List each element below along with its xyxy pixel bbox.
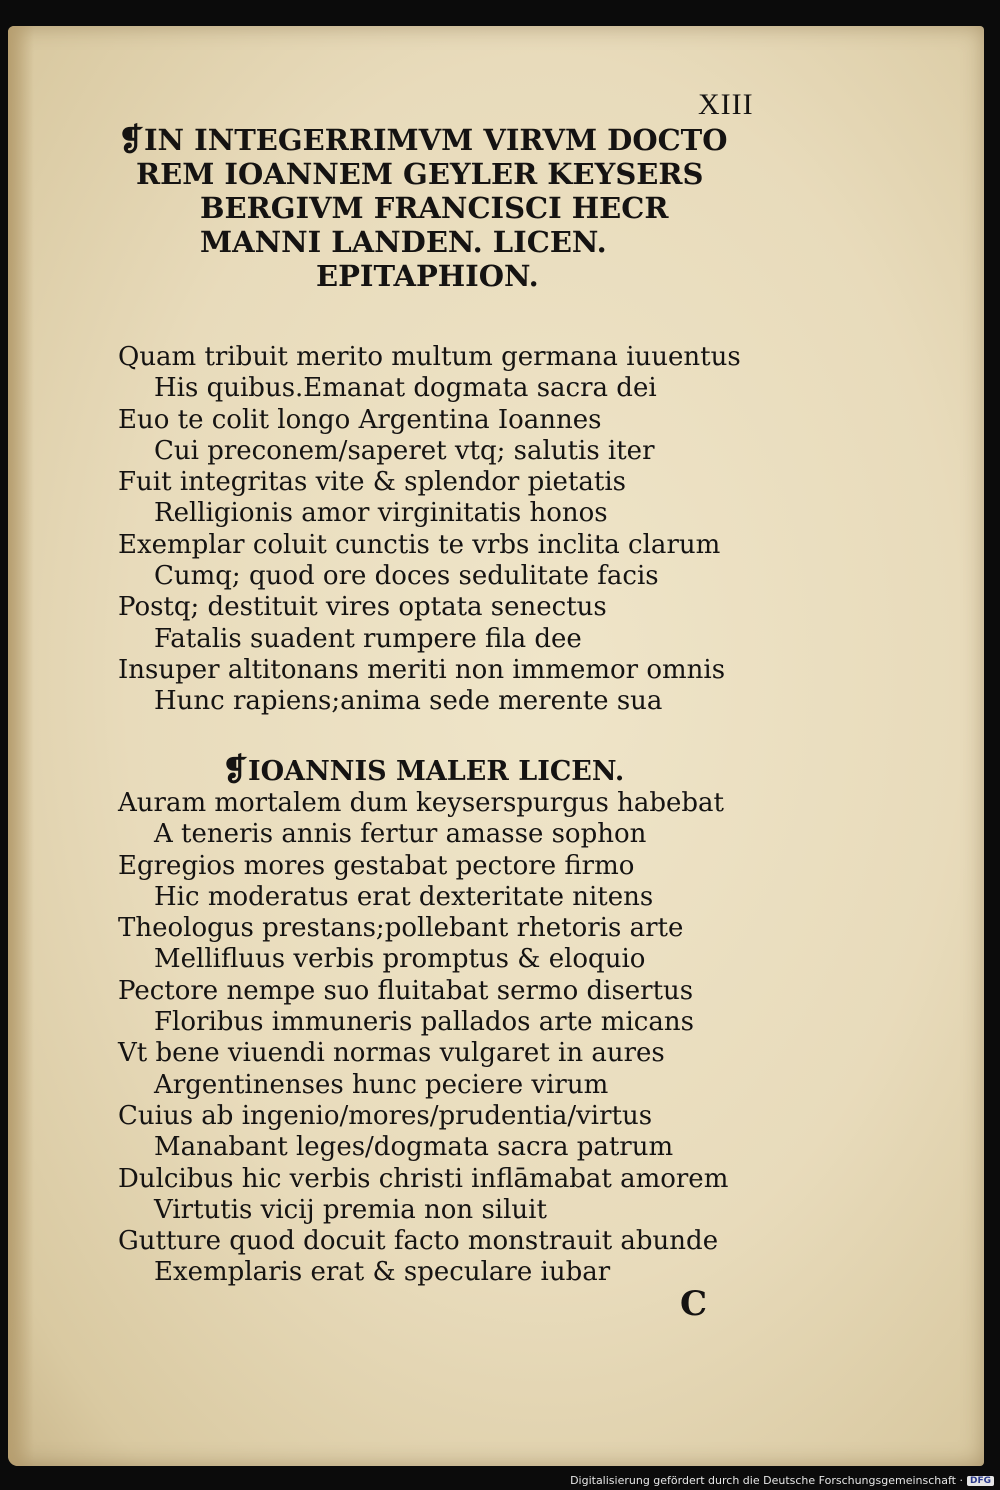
verse-line: Manabant leges/dogmata sacra patrum: [154, 1132, 674, 1163]
verse-line: Exemplar coluit cunctis te vrbs inclita clarum: [118, 529, 721, 560]
verse-line: Egregios mores gestabat pectore firmo: [118, 850, 635, 881]
paragraph-mark-icon: ❡: [118, 122, 144, 158]
verse-line: Insuper altitonans meriti non immemor omnis: [118, 654, 726, 685]
heading-line: BERGIVM FRANCISCI HECR: [200, 191, 669, 225]
verse-line: Dulcibus hic verbis christi inflāmabat amorem: [118, 1163, 729, 1194]
heading-line: [118, 123, 798, 157]
verse-line: Relligionis amor virginitatis honos: [154, 498, 608, 529]
heading-line: MANNI LANDEN. LICEN.: [200, 225, 607, 259]
verse-line: Quam tribuit merito multum germana iuuentus: [118, 342, 741, 372]
verse-line: Argentinenses hunc peciere virum: [154, 1069, 609, 1100]
heading-line-text: IN INTEGERRIMVM VIRVM DOCTO: [143, 123, 728, 157]
verse-line: Cuius ab ingenio/mores/prudentia/virtus: [118, 1100, 653, 1131]
signature-mark: C: [680, 1284, 708, 1324]
folio-number: XIII: [698, 88, 754, 121]
verse-line: Postq; destituit vires optata senectus: [118, 592, 607, 623]
credit-text: Digitalisierung gefördert durch die Deutsche Forschungsgemeinschaft ·: [570, 1474, 963, 1487]
heading-line: EPITAPHION.: [316, 259, 539, 293]
subheading-text: IOANNIS MALER LICEN.: [247, 756, 625, 787]
verse-line: Auram mortalem dum keyserspurgus habebat: [118, 788, 724, 818]
verse-line: Theologus prestans;pollebant rhetoris arte: [118, 913, 684, 944]
paragraph-mark-icon: ❡: [222, 752, 248, 788]
verse-line: Hic moderatus erat dexteritate nitens: [154, 881, 654, 912]
verse-line: Pectore nempe suo fluitabat sermo disertus: [118, 975, 694, 1006]
second-epitaph-poem: [118, 788, 758, 1289]
verse-line: Vt bene viuendi normas vulgaret in aures: [118, 1038, 665, 1069]
verse-line: Hunc rapiens;anima sede merente sua: [154, 686, 663, 717]
digitization-credit: [570, 1474, 994, 1487]
book-page: [8, 26, 984, 1466]
verse-line: Fatalis suadent rumpere fila dee: [154, 623, 582, 654]
first-epitaph-poem: [118, 342, 758, 718]
verse-line: A teneris annis fertur amasse sophon: [154, 819, 647, 850]
verse-line: Virtutis vicij premia non siluit: [154, 1194, 547, 1225]
page-gutter: [8, 26, 34, 1466]
verse-line: Gutture quod docuit facto monstrauit abunde: [118, 1226, 719, 1257]
verse-line: Euo te colit longo Argentina Ioannes: [118, 404, 602, 435]
dfg-logo-icon: DFG: [967, 1476, 994, 1486]
verse-line: Floribus immuneris pallados arte micans: [154, 1007, 694, 1038]
verse-line: Cumq; quod ore doces sedulitate facis: [154, 561, 659, 592]
heading-line: REM IOANNEM GEYLER KEYSERS: [136, 157, 704, 191]
verse-line: Fuit integritas vite & splendor pietatis: [118, 467, 626, 498]
verse-line: Mellifluus verbis promptus & eloquio: [154, 944, 646, 975]
verse-line: His quibus.Emanat dogmata sacra dei: [154, 373, 657, 404]
second-epitaph-heading: [222, 752, 624, 788]
verse-line: Exemplaris erat & speculare iubar: [154, 1257, 611, 1288]
epitaph-heading: [118, 123, 798, 293]
verse-line: Cui preconem/saperet vtq; salutis iter: [154, 435, 655, 466]
